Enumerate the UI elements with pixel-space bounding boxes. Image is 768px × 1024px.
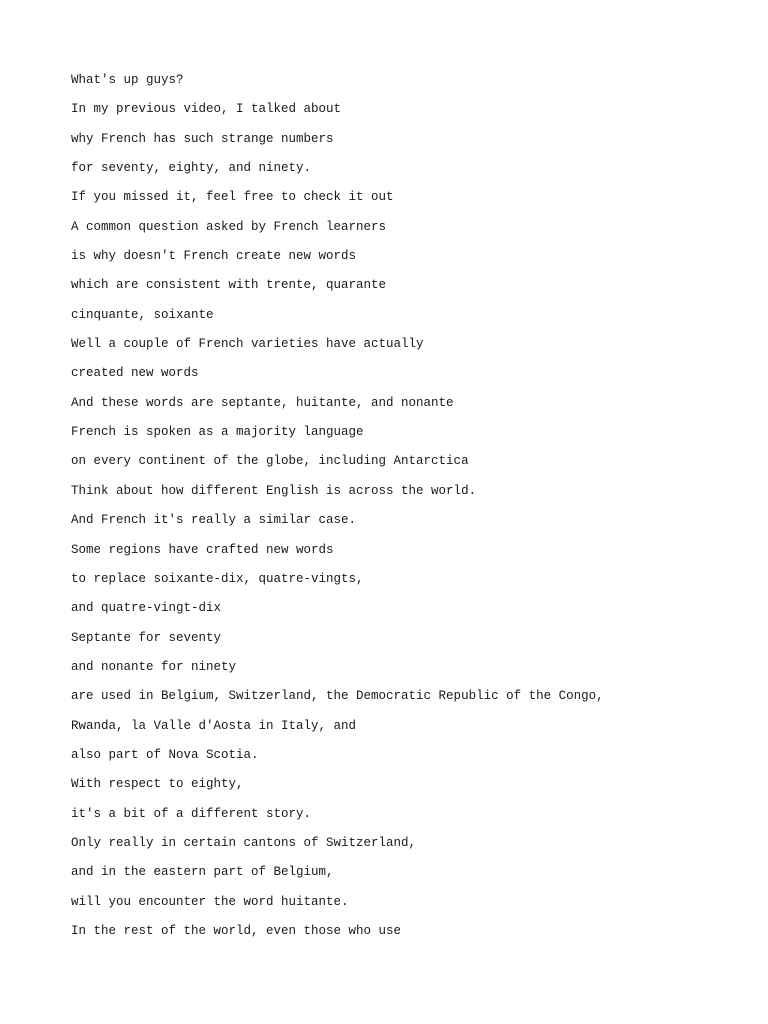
transcript-line: to replace soixante-dix, quatre-vingts, (71, 571, 364, 586)
transcript-line: Only really in certain cantons of Switzerland, (71, 835, 417, 850)
transcript-line: will you encounter the word huitante. (71, 894, 349, 909)
transcript-line: Septante for seventy (71, 630, 222, 645)
transcript-line: In my previous video, I talked about (71, 102, 342, 117)
transcript-line: why French has such strange numbers (71, 131, 334, 146)
transcript-line: If you missed it, feel free to check it out (71, 190, 394, 205)
transcript-line: A common question asked by French learners (71, 219, 387, 234)
transcript-line: on every continent of the globe, including Antarctica (71, 454, 469, 469)
transcript-line: and nonante for ninety (71, 659, 237, 674)
transcript-line: which are consistent with trente, quarante (71, 278, 387, 293)
transcript-line: And French it's really a similar case. (71, 513, 357, 528)
transcript-line: What's up guys? (71, 73, 184, 87)
transcript-line: cinquante, soixante (71, 307, 214, 322)
transcript-line: In the rest of the world, even those who use (71, 923, 402, 938)
transcript-text (71, 70, 604, 950)
transcript-line: French is spoken as a majority language (71, 425, 364, 440)
transcript-line: Think about how different English is across the world. (71, 483, 477, 498)
transcript-line: Some regions have crafted new words (71, 542, 334, 557)
transcript-line: are used in Belgium, Switzerland, the Democratic Republic of the Congo, (71, 689, 604, 704)
transcript-line: and quatre-vingt-dix (71, 601, 222, 616)
transcript-line: And these words are septante, huitante, and nonante (71, 395, 454, 410)
transcript-line: and in the eastern part of Belgium, (71, 865, 334, 880)
transcript-line: Rwanda, la Valle d'Aosta in Italy, and (71, 718, 357, 733)
transcript-line: is why doesn't French create new words (71, 249, 357, 264)
transcript-line: also part of Nova Scotia. (71, 747, 259, 762)
transcript-line: created new words (71, 366, 199, 381)
transcript-line: Well a couple of French varieties have actually (71, 337, 424, 352)
transcript-line: for seventy, eighty, and ninety. (71, 161, 312, 176)
transcript-line: it's a bit of a different story. (71, 806, 312, 821)
transcript-line: With respect to eighty, (71, 777, 244, 792)
